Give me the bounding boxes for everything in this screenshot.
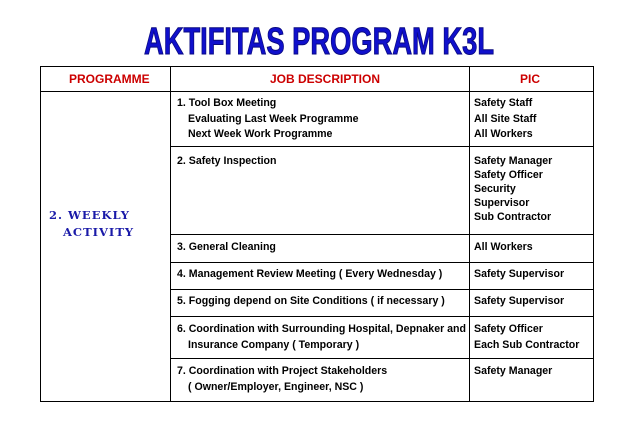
row-divider: [170, 146, 593, 147]
table-row-2-description: 2. Safety Inspection: [177, 155, 277, 167]
category-line-2: ACTIVITY: [63, 225, 135, 239]
table-row-1-pic: Safety Staff All Site Staff All Workers: [474, 97, 537, 140]
row-divider: [170, 358, 593, 359]
table-row-4-pic: Safety Supervisor: [474, 268, 565, 280]
table-row-6-description: 6. Coordination with Surrounding Hospital, Depnaker and Insurance Company ( Temporary ): [177, 323, 466, 351]
table-row-7-pic: Safety Manager: [474, 365, 553, 377]
programme-category: [49, 207, 134, 241]
table-row-5-pic: Safety Supervisor: [474, 295, 565, 307]
table-row-2-pic: Safety Manager Safety Officer Security Supervisor Sub Contractor: [474, 155, 553, 223]
page-title: [0, 4, 638, 62]
row-divider: [170, 289, 593, 290]
table-row-5-description: 5. Fogging depend on Site Conditions ( if necessary ): [177, 295, 445, 307]
row-divider: [170, 316, 593, 317]
table-row-3-pic: All Workers: [474, 241, 533, 253]
row-divider: [170, 262, 593, 263]
header-divider: [41, 91, 593, 92]
header-pic: PIC: [520, 72, 541, 86]
row-divider: [170, 234, 593, 235]
table-row-3-description: 3. General Cleaning: [177, 241, 276, 253]
table-row-6-pic: Safety Officer Each Sub Contractor: [474, 323, 580, 351]
activity-table: [40, 66, 594, 402]
header-programme: PROGRAMME: [69, 72, 150, 86]
header-job-description: JOB DESCRIPTION: [270, 72, 381, 86]
table-row-1-description: 1. Tool Box Meeting Evaluating Last Week Programme Next Week Work Programme: [177, 97, 359, 140]
page-title-text: AKTIFITAS PROGRAM K3L: [144, 21, 494, 62]
table-row-4-description: 4. Management Review Meeting ( Every Wednesday ): [177, 268, 443, 280]
table-row-7-description: 7. Coordination with Project Stakeholders ( Owner/Employer, Engineer, NSC ): [177, 365, 388, 393]
category-line-1: 2. WEEKLY: [49, 208, 131, 222]
